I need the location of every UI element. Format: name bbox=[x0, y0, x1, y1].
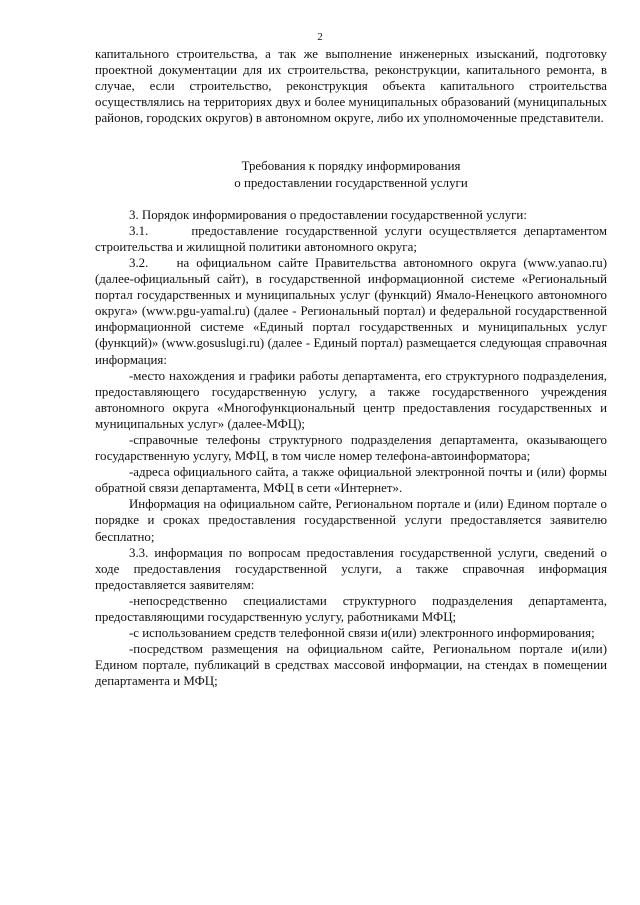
list-item-publication: -посредством размещения на официальном сайте, Региональном портале и(или) Едином портале, публикаций в средствах массовой информации, на стендах в помещении департамента и МФЦ; bbox=[95, 642, 607, 689]
intro-paragraph: капитального строительства, а так же выполнение инженерных изысканий, подготовку проектной документации для их строительства, реконструкции, капитального ремонта, в случае, если строительство, реконструкция объекта капитального строительства осуществлялись на территориях двух и более муниципальных образований (муниципальных районов, городских округов) в автономном округе, либо их уполномоченные представители. bbox=[95, 47, 607, 126]
paragraph-free-info: Информация на официальном сайте, Региональном портале и (или) Едином портале о порядке и сроках предоставления государственной услуги предоставляется заявителю бесплатно; bbox=[95, 497, 607, 544]
list-item-addresses: -адреса официального сайта, а также официальной электронной почты и (или) формы обратной связи департамента, МФЦ в сети «Интернет». bbox=[95, 465, 607, 496]
paragraph-3-2: 3.2. на официальном сайте Правительства автономного округа (www.yanao.ru) (далее-официальный сайт), в государственной информационной системе «Региональный портал государственных и муниципальных услуг (функций) Ямало-Ненецкого автономного округа» (www.pgu-yamal.ru) (далее - Региональный портал) и федеральной государственной информационной системе «Единый портал государственных и муниципальных услуг (функций)» (www.gosuslugi.ru) (далее - Единый портал) размещается следующая справочная информация: bbox=[95, 255, 607, 367]
section-title-line-1: Требования к порядку информирования bbox=[241, 159, 461, 174]
document-body bbox=[95, 46, 607, 689]
list-item-telephone: -с использованием средств телефонной связи и(или) электронного информирования; bbox=[129, 626, 595, 641]
paragraph-3-1: 3.1. предоставление государственной услуги осуществляется департаментом строительства и жилищной политики автономного округа; bbox=[95, 223, 607, 254]
list-item-specialists: -непосредственно специалистами структурного подразделения департамента, предоставляющими государственную услугу, работниками МФЦ; bbox=[95, 593, 607, 624]
paragraph-3: 3. Порядок информирования о предоставлении государственной услуги: bbox=[129, 207, 527, 222]
section-title-line-2: о предоставлении государственной услуги bbox=[234, 175, 468, 190]
spacer bbox=[95, 191, 607, 207]
spacer bbox=[95, 126, 607, 142]
paragraph-3-3: 3.3. информация по вопросам предоставления государственной услуги, сведений о ходе предоставления государственной услуги, а также справочная информация предоставляется заявителям: bbox=[95, 545, 607, 592]
page-number: 2 bbox=[317, 31, 323, 43]
list-item-location: -место нахождения и графики работы департамента, его структурного подразделения, предоставляющего государственную услугу, а также государственного учреждения автономного округа «Многофункциональный центр предоставления государственных и муниципальных услуг» (далее-МФЦ); bbox=[95, 368, 607, 431]
list-item-phones: -справочные телефоны структурного подразделения департамента, оказывающего государственную услугу, МФЦ, в том числе номер телефона-автоинформатора; bbox=[95, 432, 607, 464]
